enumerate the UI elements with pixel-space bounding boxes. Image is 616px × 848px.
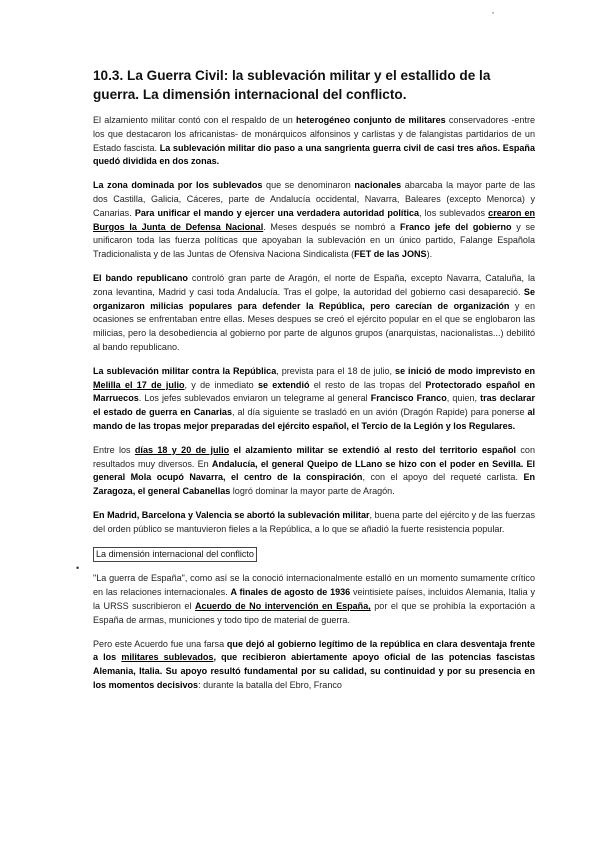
bold-text: El bando republicano — [93, 272, 188, 283]
bold-text: En Madrid, Barcelona y Valencia se abortó la sublevación militar — [93, 509, 370, 520]
text-span: , quien, — [446, 393, 481, 404]
text-span: , al día siguiente se trasladó en un avión (Dragón Rapide) para ponerse — [232, 407, 528, 418]
page-title: 10.3. La Guerra Civil: la sublevación militar y el estallido de la guerra. La dimensión internacional del conflicto. — [93, 68, 491, 102]
page-mark: · — [491, 5, 495, 19]
bold-text: La sublevación militar dio paso a una sangrienta guerra civil de casi tres años. España quedó dividida en dos zonas. — [93, 142, 535, 167]
text-span: por el que se prohibía la exportación a España de armas, municiones y todo tipo de material de guerra. — [93, 600, 535, 625]
bold-text: , que recibieron abiertamente apoyo oficial de las potencias fascistas Alemania, Italia — [93, 652, 535, 677]
text-span: abarcaba la mayor parte de las dos Castilla, Galicia, Cáceres, parte de Andalucía occidental, Navarra, Baleares (excepto Menorca) y Canarias. — [93, 180, 536, 218]
bold-text: A finales de agosto de 1936 — [230, 587, 351, 598]
bold-text: al mando de las tropas mejor preparadas del ejército español, el Tercio de la Legión y los Regulares. — [93, 407, 536, 431]
text-span: . Los jefes sublevados enviaron un telegrame al general — [138, 393, 371, 404]
section-heading-row — [93, 547, 535, 563]
bold-text: En Zaragoza, el general Cabanellas — [93, 472, 535, 497]
bold-underlined-text: crearon en Burgos la Junta de Defensa Nacional — [93, 207, 536, 232]
bold-text: Protectorado español en Marruecos — [93, 379, 536, 404]
bold-text: La sublevación militar contra la República — [93, 365, 277, 376]
bold-underlined-text: militares sublevados — [121, 652, 214, 663]
text-span: Pero este Acuerdo fue una farsa — [93, 638, 227, 649]
text-span: y en ocasiones se enfrentaban entre ellas. Meses despues se creó el ejército popular en el que se englobaron las milicias, pero la desobediencia al gobierno por parte de algunos grupos (anarquistas, nacionalistas...) debilitó al bando republicano. — [93, 300, 535, 352]
paragraph-8 — [93, 638, 535, 693]
margin-mark: • — [76, 563, 80, 573]
paragraph-3 — [93, 272, 535, 355]
bold-text: Para unificar el mando y ejercer una verdadera autoridad política — [134, 207, 420, 218]
text-span: : durante la batalla del Ebro, Franco — [198, 679, 342, 690]
paragraph-7 — [93, 572, 535, 627]
section-heading: La dimensión internacional del conflicto — [93, 547, 257, 563]
text-span: que se denominaron — [262, 180, 355, 191]
text-span: El alzamiento militar contó con el respaldo de un — [93, 115, 296, 125]
text-span: , los sublevados — [419, 207, 489, 218]
document-body — [93, 114, 535, 703]
paragraph-5 — [93, 444, 535, 499]
paragraph-2 — [93, 179, 535, 262]
bold-text: Andalucía, el general Queipo de LLano se hizo con el poder en Sevilla. El general Mola ocupó Navarra, el centro de la conspiración — [93, 458, 536, 483]
text-span: conservadores -entre los que destacaron los africanistas- de monárquicos alfonsinos y carlistas y de falangistas partidarios de un Estado fascista. — [93, 115, 535, 153]
text-span: , y de inmediato — [184, 379, 258, 390]
text-span: y se unificaron toda las fuerza políticas que apoyaban la sublevación en un único partido, Falange Española Tradicionalista y de las Juntas de Ofensiva Naciona Sindicalista ( — [93, 221, 535, 260]
paragraph-6 — [93, 509, 535, 537]
bold-underlined-text: días 18 y 20 de julio — [134, 444, 230, 455]
text-span: logró dominar la mayor parte de Aragón. — [230, 486, 395, 497]
bold-underlined-text: Acuerdo de No intervención en España, — [194, 600, 371, 611]
paragraph-4 — [93, 365, 535, 434]
text-span: . Meses después se nombró a — [263, 221, 400, 232]
bold-text: . Su apoyo resultó fundamental por su calidad, su continuidad y por su presencia en los momentos decisivos — [93, 666, 535, 690]
bold-text: que dejó al gobierno legítimo de la república en clara desventaja frente a los — [93, 638, 535, 663]
bold-text: Francisco Franco — [370, 393, 447, 404]
bold-text: heterogéneo conjunto de militares — [295, 115, 446, 125]
text-span: controló gran parte de Aragón, el norte de España, excepto Navarra, Cataluña, la zona levantina, Madrid y casi toda Andalucía. Tras el golpe, la autoridad del gobierno casi desapareció. — [93, 272, 536, 297]
bold-text: Franco jefe del gobierno — [399, 221, 512, 232]
text-span: veintisiete países, incluidos Alemania, Italia y la URSS suscribieron el — [93, 587, 535, 611]
text-span: el resto de las tropas del — [309, 379, 426, 390]
text-span: , buena parte del ejército y de las fuerzas del orden público se mantuvieron fieles a la República, a lo que se añadió la fuerte resistencia popular. — [93, 509, 535, 534]
text-span: , con el apoyo del requeté carlista. — [362, 472, 524, 483]
text-span: , prevista para el 18 de julio, — [276, 365, 396, 376]
bold-text: se extendió — [257, 379, 310, 390]
bold-text: Se organizaron milicias populares para defender la República, pero carecían de organización — [93, 286, 535, 311]
bold-text: tras declarar el estado de guerra en Canarias — [93, 393, 535, 418]
text-span: "La guerra de España", como así se la conoció internacionalmente estalló en un momento sumamente crítico en las relaciones internacionales. — [93, 573, 535, 598]
bold-text: nacionales — [354, 180, 402, 191]
bold-text: La zona dominada por los sublevados — [93, 180, 263, 191]
bold-text: FET de las JONS — [354, 249, 427, 260]
bold-text: se inició de modo imprevisto en — [395, 365, 536, 376]
paragraph-1 — [93, 114, 535, 169]
text-span: Entre los — [93, 444, 135, 455]
text-span: ). — [426, 249, 433, 260]
bold-text: el alzamiento militar se extendió al resto del territorio español — [229, 444, 517, 455]
text-span: con resultados muy diversos. En — [93, 444, 535, 469]
bold-underlined-text: Melilla el 17 de julio — [93, 379, 185, 390]
